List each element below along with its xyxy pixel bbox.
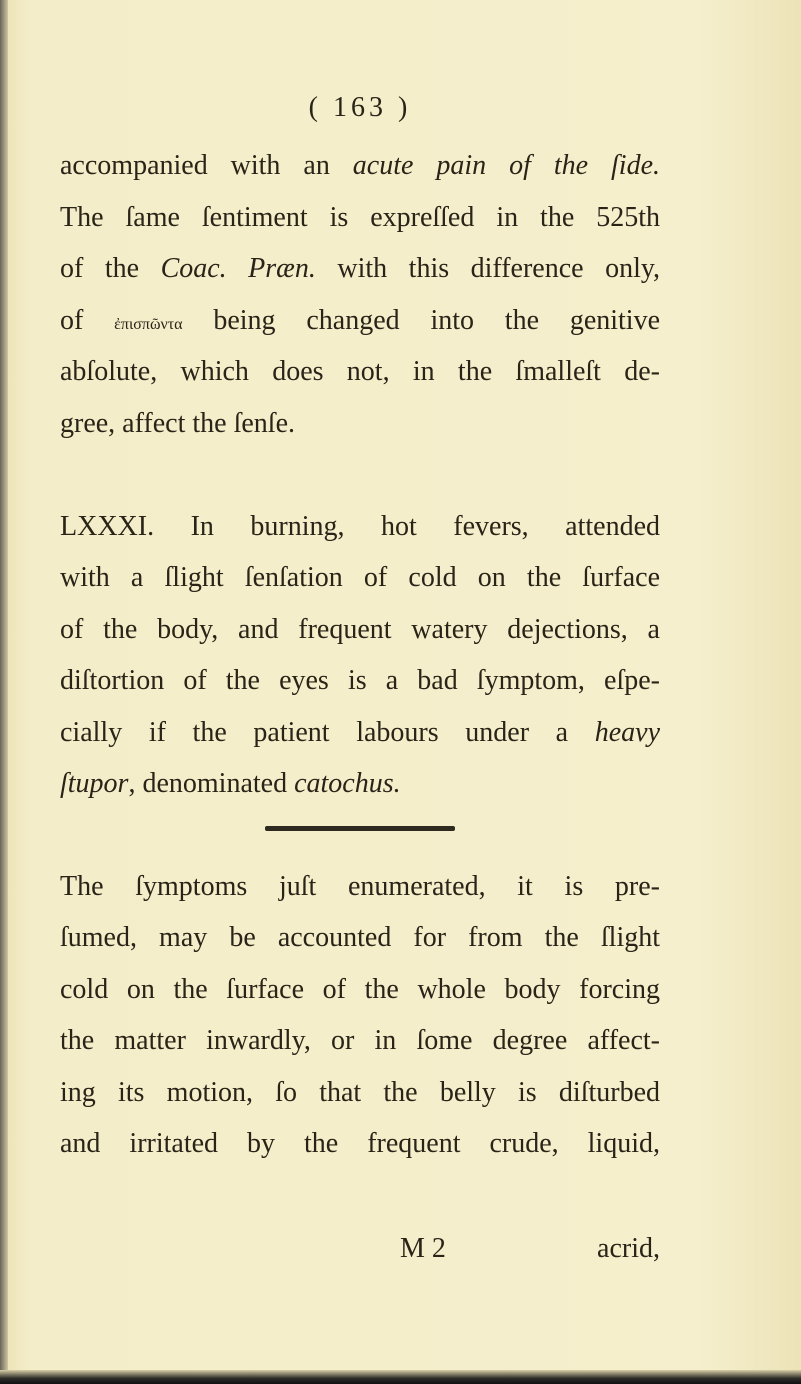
text-line (60, 1170, 660, 1222)
text-line: of the body, and frequent watery dejections, a (60, 613, 660, 645)
text-line: and irritated by the frequent crude, liquid, (60, 1128, 660, 1159)
text-line: abſolute, which does not, in the ſmalleſt de- (60, 356, 660, 387)
footer-line (60, 1229, 660, 1269)
text-line: ſumed, may be accounted for from the ſlight (60, 922, 660, 953)
text-line: ing its motion, ſo that the belly is diſturbed (60, 1076, 660, 1108)
page-edge-shadow (0, 0, 8, 1384)
text-line: of the Coac. Præn. with this difference only, (60, 253, 661, 284)
text-line: with a ſlight ſenſation of cold on the ſurface (60, 562, 660, 593)
signature-mark: M 2 (400, 1233, 446, 1264)
page-bottom-edge (0, 1370, 801, 1384)
text-body (60, 140, 660, 1221)
page-number: ( 163 ) (308, 92, 412, 123)
text-line: cold on the ſurface of the whole body forcing (60, 973, 660, 1005)
text-line: The ſame ſentiment is expreſſed in the 525th (60, 201, 660, 233)
text-line: diſtortion of the eyes is a bad ſymptom, eſpe- (60, 665, 660, 696)
text-line: The ſymptoms juſt enumerated, it is pre- (60, 870, 660, 902)
text-line: cially if the patient labours under a heavy (60, 716, 661, 748)
text-line: LXXXI. In burning, hot fevers, attended (60, 510, 660, 542)
catchword: acrid, (597, 1233, 660, 1264)
text-line: the matter inwardly, or in ſome degree affect- (60, 1025, 660, 1056)
text-line: accompanied with an acute pain of the ſide. (60, 150, 661, 181)
text-line: of ἐπισπῶντα being changed into the genitive (60, 304, 661, 336)
section-divider (265, 826, 455, 831)
text-line: ſtupor, denominated catochus. (60, 768, 401, 799)
text-line: gree, affect the ſenſe. (60, 407, 296, 439)
